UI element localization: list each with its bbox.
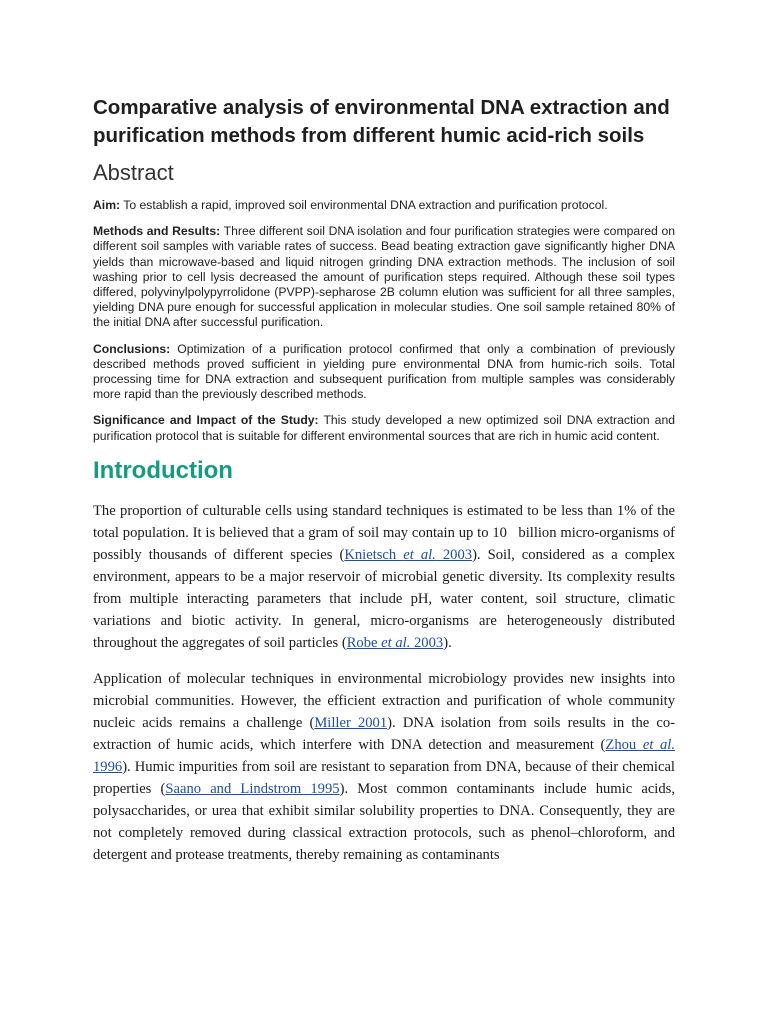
significance-label: Significance and Impact of the Study: xyxy=(93,413,319,428)
abstract-conclusions xyxy=(93,342,675,403)
intro-paragraph-2 xyxy=(93,668,675,866)
aim-label: Aim: xyxy=(93,198,121,212)
conclusions-text: Optimization of a purification protocol confirmed that only a combination of previously described methods proved sufficient in yielding pure environmental DNA from humic-rich soils. Total processing time for DNA extraction and subsequent purification from multiple samples was considerably more rapid than the previously described methods. xyxy=(93,341,675,402)
p2-text-4: ). Most common contaminants include humic acids, polysaccharides, or urea that exhibit similar solubility properties to DNA. Consequently, they are not completely removed during classical extraction protocols, such as phenol–chloroform, and detergent and protease treatments, thereby remaining as contaminants xyxy=(93,780,675,863)
conclusions-label: Conclusions: xyxy=(93,341,171,356)
p1-text-4: ). xyxy=(443,634,452,651)
reference-link-miller[interactable]: Miller 2001 xyxy=(314,714,388,731)
abstract-heading: Abstract xyxy=(93,160,174,185)
significance-text: This study developed a new optimized soil DNA extraction and purification protocol that is suitable for different environmental sources that are rich in humic acid content. xyxy=(93,413,675,443)
introduction-heading: Introduction xyxy=(93,456,233,484)
paper-title: Comparative analysis of environmental DNA extraction and purification methods from different humic acid-rich soils xyxy=(93,96,670,147)
p1-text-3: ). Soil, considered as a complex environment, appears to be a major reservoir of microbial genetic diversity. Its complexity results from multiple interacting parameters that include pH, water content, soil structure, climatic variations and biotic activity. In general, micro-organisms are heterogeneously distributed throughout the aggregates of soil particles ( xyxy=(93,546,676,651)
methods-label: Methods and Results: xyxy=(93,224,221,239)
abstract-methods xyxy=(93,224,675,330)
reference-link-zhou[interactable]: Zhou et al. 1996 xyxy=(93,736,675,775)
p1-text-1: The proportion of culturable cells using standard techniques is estimated to be less than 1% of the total population. It is believed that a gram of soil may contain up to 10 xyxy=(93,502,675,541)
intro-paragraph-1 xyxy=(93,500,675,654)
p1-text-2: billion micro-organisms of possibly thousands of different species ( xyxy=(93,524,675,563)
abstract-significance xyxy=(93,413,675,443)
reference-link-saano[interactable]: Saano and Lindstrom 1995 xyxy=(165,780,340,797)
p2-text-1: Application of molecular techniques in environmental microbiology provides new insights into microbial communities. However, the efficient extraction and purification of whole community nucleic acids remains a challenge ( xyxy=(93,670,675,731)
reference-link-robe[interactable]: Robe et al. 2003 xyxy=(346,634,444,651)
p2-text-2: ). DNA isolation from soils results in the co-extraction of humic acids, which interfere with DNA detection and measurement ( xyxy=(93,714,675,753)
p2-text-3: ). Humic impurities from soil are resistant to separation from DNA, because of their chemical properties ( xyxy=(93,758,675,797)
reference-link-knietsch[interactable]: Knietsch et al. 2003 xyxy=(344,546,473,563)
document-page xyxy=(93,94,675,880)
abstract-aim xyxy=(93,198,675,213)
aim-text: To establish a rapid, improved soil environmental DNA extraction and purification protocol. xyxy=(123,198,608,212)
methods-text: Three different soil DNA isolation and four purification strategies were compared on different soil samples with variable rates of success. Bead beating extraction gave significantly higher DNA yields than microwave-based and liquid nitrogen grinding DNA extraction methods. The inclusion of soil washing prior to cell lysis decreased the amount of purification steps required. Although these soil types differed, polyvinylpolypyrrolidone (PVPP)-sepharose 2B column elution was sufficient for all three samples, yielding DNA pure enough for successful application in molecular studies. One soil sample retained 80% of the initial DNA after successful purification. xyxy=(93,224,676,330)
